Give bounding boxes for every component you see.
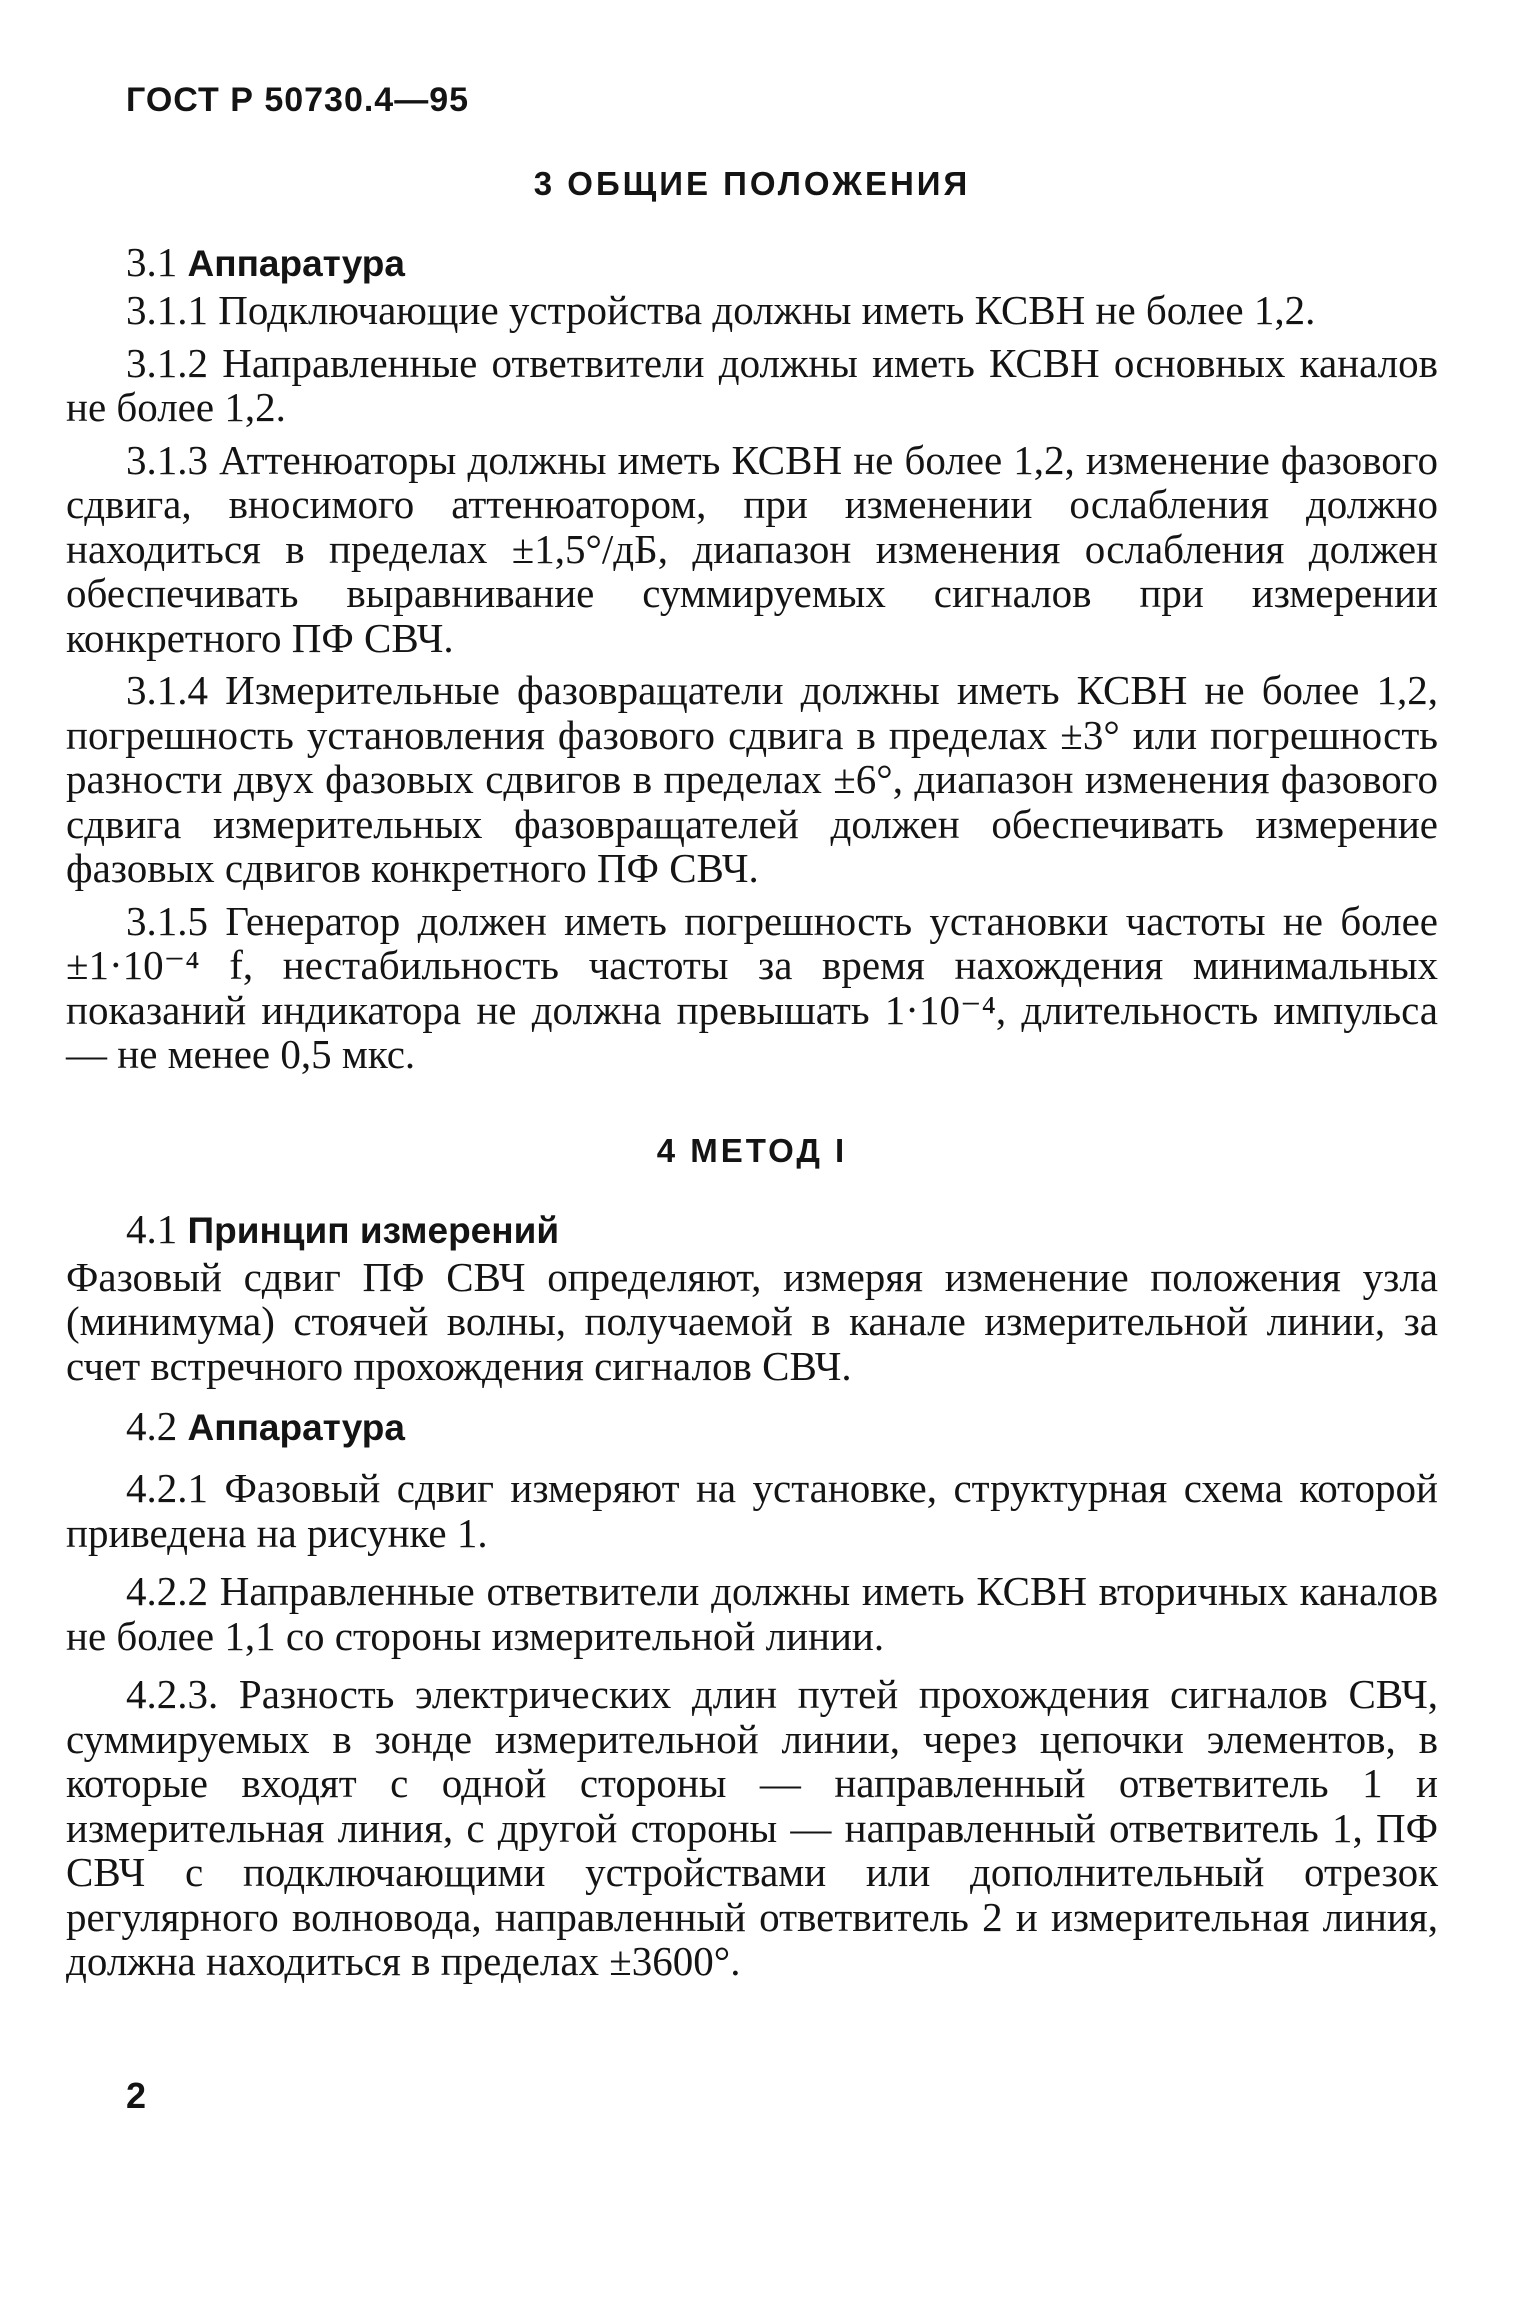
page-number: 2 [126, 2075, 147, 2116]
subsection-4-1-number: 4.1 [126, 1205, 178, 1252]
subsection-3-1-number: 3.1 [126, 239, 178, 285]
subsection-4-2-number: 4.2 [126, 1403, 178, 1449]
standard-code-header: ГОСТ Р 50730.4—95 [126, 81, 470, 119]
subsection-4-2-title: Аппаратура [187, 1407, 405, 1448]
section-4-title: 4 МЕТОД I [656, 1131, 848, 1169]
clause-3-1-5: 3.1.5 Генератор должен иметь погрешность установки частоты не более ±1·10⁻⁴ f, нестабильность частоты за время нахождения минимальных показаний индикатора не должна превышать 1·10⁻⁴, длительность импульса — не менее 0,5 мкс. [66, 897, 1438, 1077]
clause-3-1-3: 3.1.3 Аттенюаторы должны иметь КСВН не более 1,2, изменение фазового сдвига, вносимого аттенюатором, при изменении ослабления должно находиться в пределах ±1,5°/дБ, диапазон изменения ослабления должен обеспечивать выравнивание суммируемых сигналов при измерении конкретного ПФ СВЧ. [66, 436, 1438, 661]
clause-3-1-1: 3.1.1 Подключающие устройства должны иметь КСВН не более 1,2. [126, 287, 1316, 333]
subsection-4-1-heading [66, 1205, 1438, 1255]
clause-3-1-4: 3.1.4 Измерительные фазовращатели должны иметь КСВН не более 1,2, погрешность установления фазового сдвига в пределах ±3° или погрешность разности двух фазовых сдвигов в пределах ±6°, диапазон изменения фазового сдвига измерительных фазовращателей должен обеспечивать измерение фазовых сдвигов конкретного ПФ СВЧ. [66, 667, 1438, 891]
clause-3-1-2: 3.1.2 Направленные ответвители должны иметь КСВН основных каналов не более 1,2. [66, 339, 1438, 430]
clause-4-2-2: 4.2.2 Направленные ответвители должны иметь КСВН вторичных каналов не более 1,1 со стороны измерительной линии. [66, 1568, 1438, 1659]
subsection-4-1-title: Принцип измерений [187, 1209, 560, 1251]
measurement-principle-text: Фазовый сдвиг ПФ СВЧ определяют, измеряя изменение положения узла (минимума) стоячей волны, получаемой в канале измерительной линии, за счет встречного прохождения сигналов СВЧ. [66, 1253, 1438, 1389]
page-content [66, 156, 1438, 1984]
subsection-4-2-heading [66, 1402, 1438, 1452]
section-3-title: 3 ОБЩИЕ ПОЛОЖЕНИЯ [533, 165, 971, 202]
subsection-3-1-heading [66, 238, 1438, 288]
clause-4-2-1: 4.2.1 Фазовый сдвиг измеряют на установке, структурная схема которой приведена на рисунке 1. [66, 1465, 1438, 1556]
subsection-3-1-title: Аппаратура [187, 243, 405, 284]
clause-4-2-3: 4.2.3. Разность электрических длин путей прохождения сигналов СВЧ, суммируемых в зонде измерительной линии, через цепочки элементов, в которые входят с одной стороны — направленный ответвитель 1 и измерительная линия, с другой стороны — направленный ответвитель 1, ПФ СВЧ с подключающими устройствами или дополнительный отрезок регулярного волновода, направленный ответвитель 2 и измерительная линия, должна находиться в пределах ±3600°. [66, 1671, 1438, 1984]
